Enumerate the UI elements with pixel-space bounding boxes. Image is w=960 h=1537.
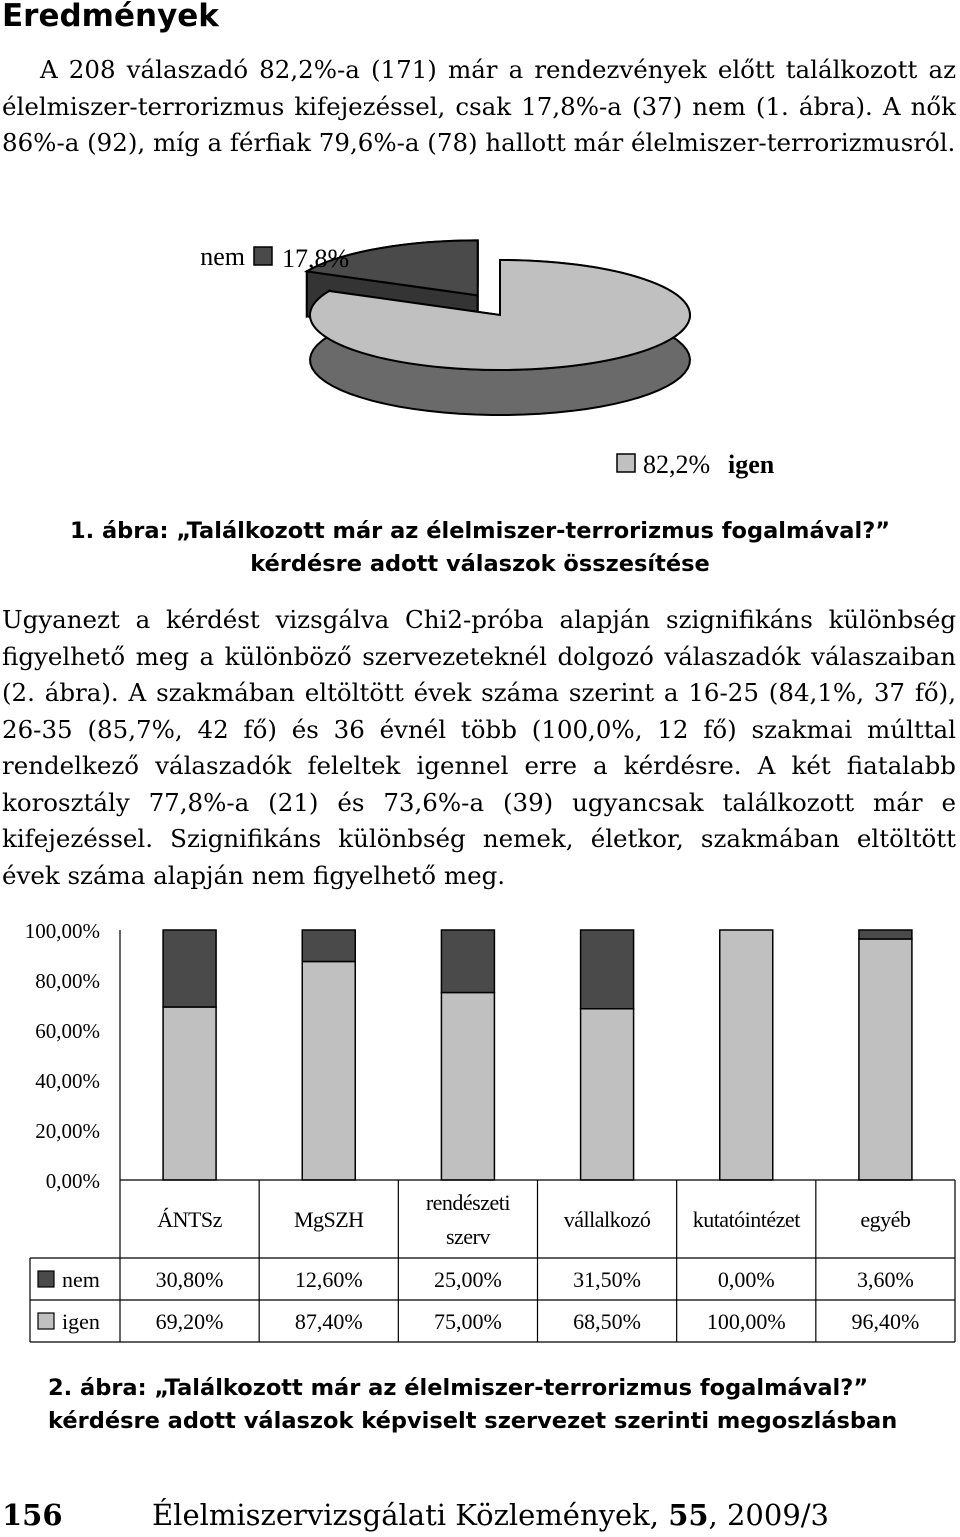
data-label-nem-4: 0,00% [717, 1267, 775, 1292]
pie-legend-key-igen [617, 454, 635, 472]
section-heading: Eredmények [2, 0, 219, 34]
pie-label-nem-value: 17,8% [282, 244, 350, 273]
y-tick-label-3: 60,00% [35, 1019, 100, 1043]
category-label-0-0: ÁNTSz [157, 1207, 222, 1232]
bar-igen-2 [441, 993, 494, 1181]
data-label-igen-4: 100,00% [706, 1309, 786, 1334]
journal-reference [152, 1498, 829, 1532]
figure-2-caption: 2. ábra: „Találkozott már az élelmiszer-terrorizmus fogalmával?” kérdésre adott válaszok képviselt szervezet szerinti megoszlásban [48, 1375, 898, 1434]
figure-1-caption: 1. ábra: „Találkozott már az élelmiszer-terrorizmus fogalmával?” kérdésre adott válaszok összesítése [69, 518, 891, 577]
pie-label-igen-value: 82,2% [643, 450, 711, 479]
bar-igen-3 [581, 1009, 634, 1180]
journal-issue: , 2009/3 [708, 1498, 830, 1532]
bar-nem-5 [859, 930, 912, 939]
data-label-igen-3: 68,50% [573, 1309, 641, 1334]
bar-igen-0 [163, 1007, 216, 1180]
pie-chart [0, 230, 960, 510]
data-label-nem-3: 31,50% [573, 1267, 641, 1292]
paragraph-1: A 208 válaszadó 82,2%-a (171) már a rendezvények előtt találkozott az élelmiszer-terrorizmus kifejezéssel, csak 17,8%-a (37) nem (1. ábra). A nők 86%-a (92), míg a férfiak 79,6%-a (78) hallott már élelmiszer-terrorizmusról. [2, 55, 956, 157]
category-label-2-0: rendészeti [425, 1190, 511, 1215]
pie-label-nem-name: nem [200, 242, 245, 271]
y-tick-label-2: 40,00% [35, 1069, 100, 1093]
data-label-igen-5: 96,40% [851, 1309, 920, 1334]
paragraph-2: Ugyanezt a kérdést vizsgálva Chi2-próba alapján szignifikáns különbség figyelhető meg a különböző szervezeteknél dolgozó válaszadók válaszaiban (2. ábra). A szakmában eltöltött évek száma szerint a 16-25 (84,1%, 37 fő), 26-35 (85,7%, 42 fő) és 36 évnél több (100,0%, 12 fő) szakmai múlttal rendelkező válaszadók feleltek igennel erre a kérdésre. A két fiatalabb korosztály 77,8%-a (21) és 73,6%-a (39) ugyancsak találkozott már e kifejezéssel. Szignifikáns különbség nemek, életkor, szakmában eltöltött évek száma alapján nem figyelhető meg. [2, 605, 956, 890]
category-label-3-0: vállalkozó [563, 1207, 651, 1232]
bar-nem-3 [581, 930, 634, 1009]
legend-key-nem [38, 1271, 54, 1287]
data-label-nem-5: 3,60% [857, 1267, 914, 1292]
pie-legend-key-nem [254, 247, 272, 265]
y-tick-label-5: 100,00% [24, 919, 100, 943]
journal-name: Élelmiszervizsgálati Közlemények, [152, 1498, 669, 1532]
y-tick-label-4: 80,00% [35, 969, 100, 993]
data-label-igen-2: 75,00% [434, 1309, 502, 1334]
bar-igen-4 [720, 930, 773, 1180]
data-label-igen-1: 87,40% [294, 1309, 363, 1334]
data-label-nem-0: 30,80% [155, 1267, 224, 1292]
bar-nem-0 [163, 930, 216, 1007]
bar-nem-2 [441, 930, 494, 993]
data-label-igen-0: 69,20% [155, 1309, 224, 1334]
bar-igen-1 [302, 962, 355, 1181]
data-label-nem-2: 25,00% [434, 1267, 502, 1292]
y-tick-label-0: 0,00% [45, 1169, 100, 1193]
journal-volume: 55 [668, 1498, 709, 1532]
legend-label-nem: nem [62, 1267, 100, 1292]
data-label-nem-1: 12,60% [294, 1267, 363, 1292]
page-number: 156 [2, 1498, 63, 1532]
bar-nem-1 [302, 930, 355, 962]
category-label-4-0: kutatóintézet [692, 1207, 800, 1232]
category-label-2-1: szerv [445, 1224, 490, 1249]
pie-label-igen-name: igen [728, 450, 775, 479]
legend-key-igen [38, 1313, 54, 1329]
legend-label-igen: igen [62, 1309, 100, 1334]
category-label-1-0: MgSZH [293, 1207, 364, 1232]
page-footer [2, 1498, 958, 1532]
y-tick-label-1: 20,00% [35, 1119, 100, 1143]
bar-igen-5 [859, 939, 912, 1180]
stacked-bar-chart [0, 915, 960, 1355]
category-label-5-0: egyéb [860, 1207, 911, 1232]
